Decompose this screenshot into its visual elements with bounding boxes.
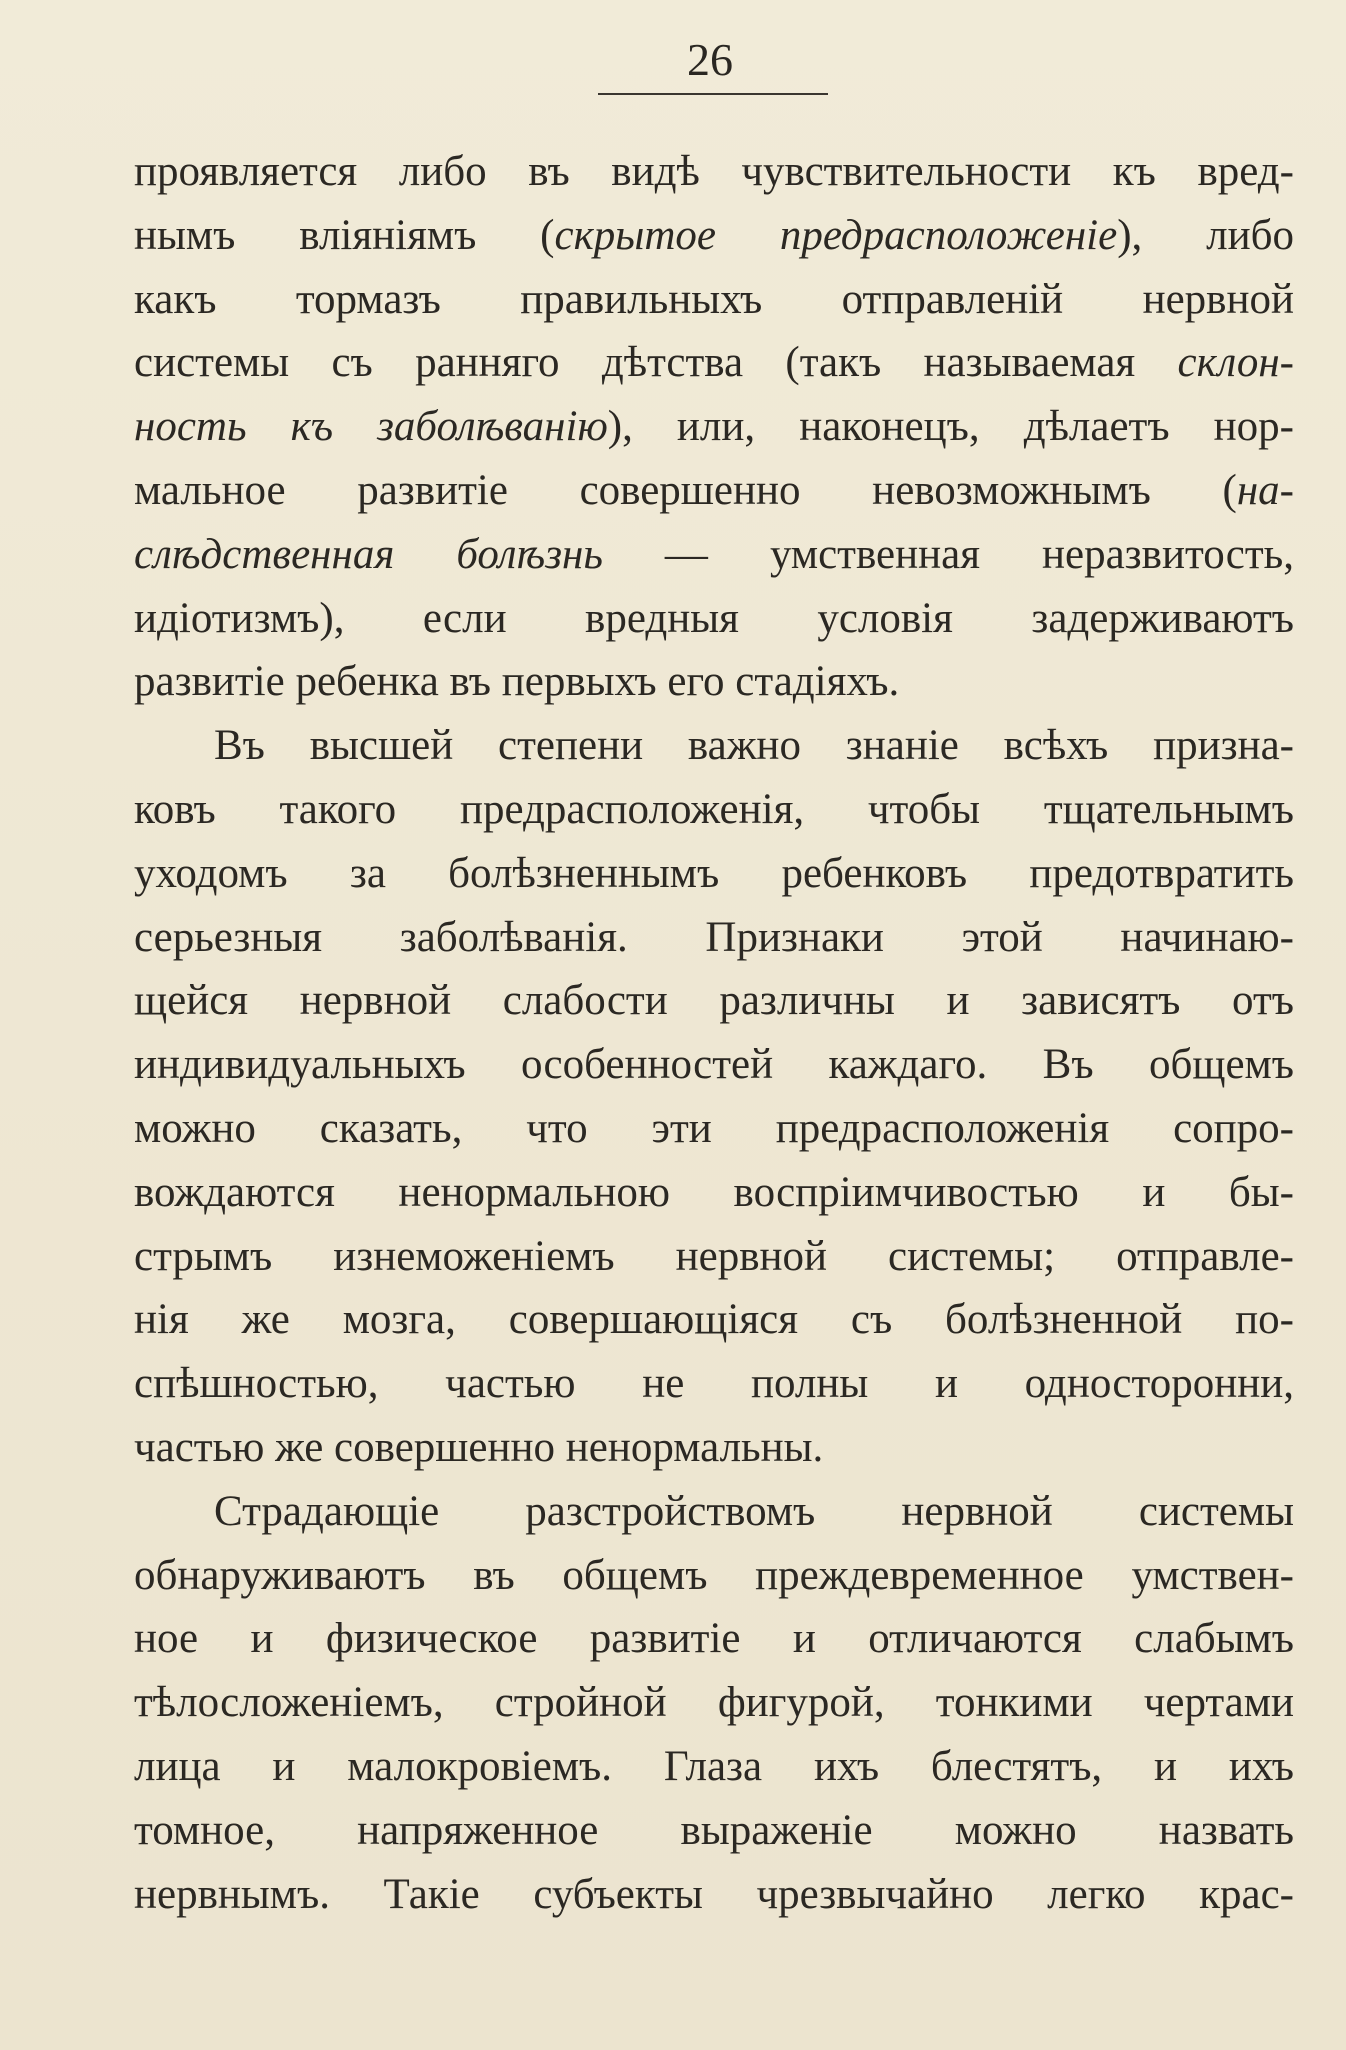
text-line: стрымъ изнеможенiемъ нервной системы; отправле- (134, 1232, 1294, 1280)
text-line: развитiе ребенка въ первыхъ его стадiяхъ. (134, 658, 900, 706)
text-line (134, 459, 1294, 523)
text-segment: мальное развитiе совершенно невозможнымъ ( (134, 466, 1237, 514)
text-line: уходомъ за болѣзненнымъ ребенковъ предотвратить (134, 849, 1294, 897)
body-text (134, 140, 1294, 1926)
text-segment: нымъ влiянiямъ ( (134, 211, 555, 259)
text-line (134, 331, 1294, 395)
italic-phrase: слѣдственная болѣзнь (134, 530, 603, 578)
text-line: серьезныя заболѣванiя. Признаки этой начинаю- (134, 913, 1294, 961)
text-line: щейся нервной слабости различны и зависятъ отъ (134, 977, 1294, 1025)
text-line: идiотизмъ), если вредныя условiя задерживаютъ (134, 594, 1294, 642)
text-segment: — умственная неразвитость, (602, 530, 1295, 578)
text-line: ковъ такого предрасположенiя, чтобы тщательнымъ (134, 785, 1294, 833)
text-segment: системы съ ранняго дѣтства (такъ называемая (134, 339, 1178, 387)
text-line: тѣлосложенiемъ, стройной фигурой, тонкими чертами (134, 1679, 1294, 1727)
text-line (134, 523, 1294, 587)
page-number: 26 (687, 34, 733, 85)
text-segment: ), или, наконецъ, дѣлаетъ нор- (607, 403, 1294, 451)
text-line: индивидуальныхъ особенностей каждаго. Въ общемъ (134, 1041, 1294, 1089)
italic-phrase: на- (1236, 466, 1294, 514)
text-line: томное, напряженное выраженiе можно назвать (134, 1806, 1294, 1854)
italic-phrase: ность къ заболѣванiю (134, 403, 608, 451)
text-line: нiя же мозга, совершающiяся съ болѣзненной по- (134, 1296, 1294, 1344)
text-line: Страдающiе разстройствомъ нервной системы (214, 1487, 1294, 1535)
text-line: вождаются ненормальною воспрiимчивостью и бы- (134, 1168, 1294, 1216)
italic-phrase: скрытое предрасположенiе (554, 211, 1118, 259)
text-line: проявляется либо въ видѣ чувствительности къ вред- (134, 148, 1294, 195)
italic-phrase: склон- (1177, 339, 1294, 387)
text-line: лица и малокровiемъ. Глаза ихъ блестятъ, и ихъ (134, 1742, 1294, 1790)
text-line: нервнымъ. Такiе субъекты чрезвычайно легко крас- (134, 1870, 1294, 1918)
text-line (134, 395, 1294, 459)
text-line (134, 204, 1294, 268)
text-line: спѣшностью, частью не полны и односторонни, (134, 1360, 1294, 1408)
text-line: обнаруживаютъ въ общемъ преждевременное умствен- (134, 1551, 1294, 1599)
text-line: Въ высшей степени важно знанiе всѣхъ призна- (214, 722, 1294, 770)
header-rule (598, 93, 828, 95)
text-line: можно сказать, что эти предрасположенiя сопро- (134, 1104, 1294, 1152)
text-line: ное и физическое развитiе и отличаются слабымъ (134, 1615, 1294, 1663)
text-segment: ), либо (1117, 211, 1295, 259)
text-line: частью же совершенно ненормальны. (134, 1423, 824, 1471)
text-line: какъ тормазъ правильныхъ отправленiй нервной (134, 275, 1294, 323)
